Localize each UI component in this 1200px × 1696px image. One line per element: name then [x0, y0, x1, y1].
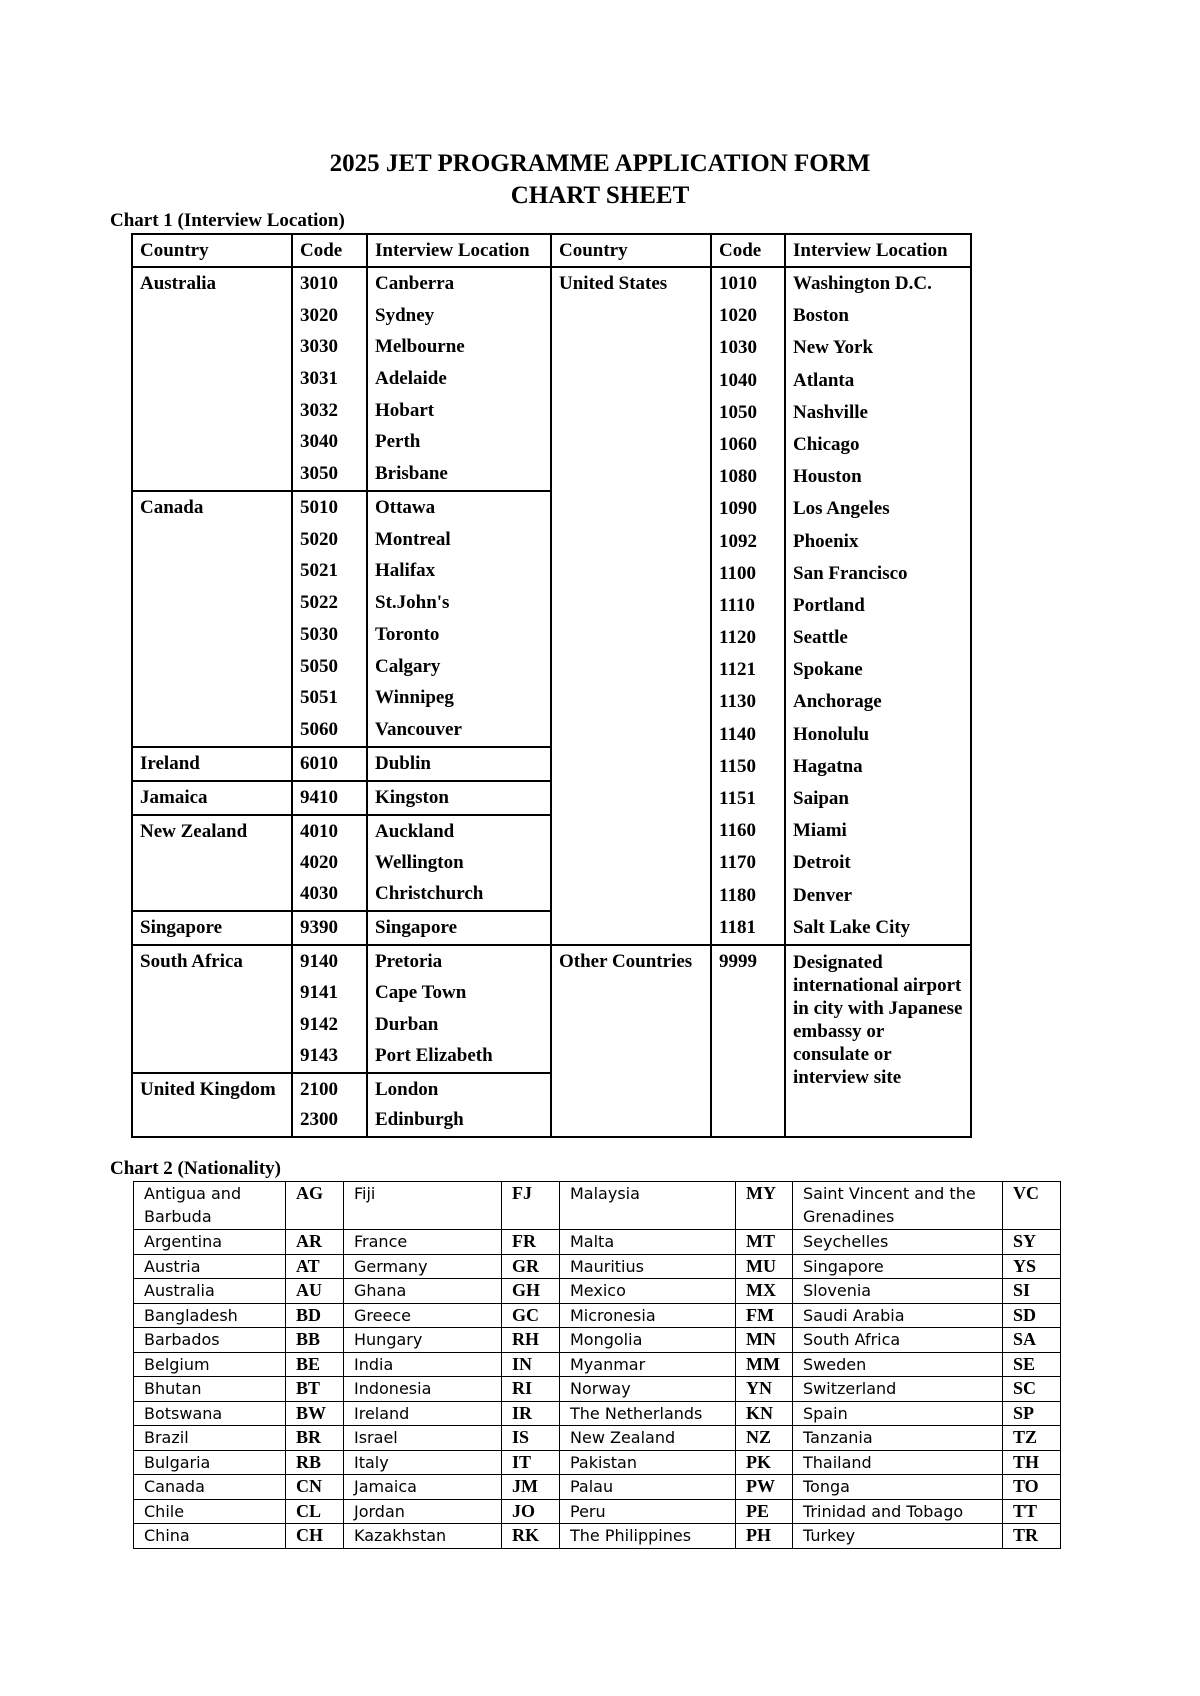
header-cell: Country — [551, 234, 711, 267]
nationality-code: RH — [502, 1328, 560, 1353]
nationality-name: Italy — [344, 1450, 502, 1475]
us-location-cell-value: Boston — [793, 305, 849, 327]
nationality-code: CL — [286, 1499, 344, 1524]
nationality-code: GC — [502, 1303, 560, 1328]
nationality-name: Palau — [560, 1475, 736, 1500]
nationality-code: MN — [736, 1328, 793, 1353]
us-code-cell-value: 1010 — [719, 273, 757, 294]
code-cell-value: 5030 — [300, 623, 338, 645]
nationality-code: SY — [1003, 1230, 1061, 1255]
location-cell-value: Durban — [375, 1013, 439, 1035]
us-code-cell-value: 1040 — [719, 369, 757, 391]
nationality-code: MY — [736, 1182, 793, 1230]
table-row — [134, 1328, 1061, 1353]
nationality-code: SC — [1003, 1377, 1061, 1402]
nationality-code: CH — [286, 1524, 344, 1549]
nationality-code: MX — [736, 1279, 793, 1304]
nationality-code: SA — [1003, 1328, 1061, 1353]
nationality-name: Malta — [560, 1230, 736, 1255]
nationality-code: SD — [1003, 1303, 1061, 1328]
code-cell-value: 9140 — [300, 951, 338, 972]
table-row — [134, 1450, 1061, 1475]
nationality-name: Mongolia — [560, 1328, 736, 1353]
us-code-cell-value: 1060 — [719, 433, 757, 455]
nationality-code: MU — [736, 1254, 793, 1279]
location-cell-value: Brisbane — [375, 462, 448, 484]
code-cell-value: 4030 — [300, 883, 338, 904]
nationality-code: FM — [736, 1303, 793, 1328]
table-row — [134, 1401, 1061, 1426]
nationality-code: AU — [286, 1279, 344, 1304]
us-location-cell-value: Washington D.C. — [793, 273, 932, 294]
location-cell — [367, 945, 551, 1073]
chart1-label: Chart 1 (Interview Location) — [110, 210, 345, 231]
location-cell — [367, 781, 551, 815]
nationality-code: BB — [286, 1328, 344, 1353]
code-cell-value: 9390 — [300, 917, 338, 938]
table-row — [134, 1182, 1061, 1230]
nationality-name: Switzerland — [793, 1377, 1003, 1402]
chart1-row — [132, 267, 971, 491]
us-location-cell-value: Atlanta — [793, 369, 855, 391]
code-cell — [292, 911, 367, 945]
nationality-name: Turkey — [793, 1524, 1003, 1549]
nationality-name: Kazakhstan — [344, 1524, 502, 1549]
us-location-cell-value: Detroit — [793, 852, 851, 874]
nationality-name: The Philippines — [560, 1524, 736, 1549]
location-cell — [367, 911, 551, 945]
location-cell-value: Sydney — [375, 304, 435, 326]
chart2-label: Chart 2 (Nationality) — [110, 1158, 281, 1179]
nationality-name: Mexico — [560, 1279, 736, 1304]
code-cell-value: 5050 — [300, 655, 338, 677]
nationality-code: GR — [502, 1254, 560, 1279]
table-row — [134, 1426, 1061, 1451]
us-code-cell-value: 1092 — [719, 530, 757, 552]
nationality-name: Botswana — [134, 1401, 286, 1426]
nationality-code: JO — [502, 1499, 560, 1524]
nationality-code: TZ — [1003, 1426, 1061, 1451]
nationality-name: Norway — [560, 1377, 736, 1402]
nationality-code: RI — [502, 1377, 560, 1402]
code-cell-value: 9410 — [300, 787, 338, 808]
nationality-code: VC — [1003, 1182, 1061, 1230]
nationality-code: AT — [286, 1254, 344, 1279]
code-cell-value: 9141 — [300, 982, 338, 1004]
country-cell: Singapore — [132, 911, 292, 945]
us-code-cell-value: 1150 — [719, 755, 756, 777]
location-cell-value: St.John's — [375, 592, 450, 614]
location-cell-value: Montreal — [375, 528, 451, 550]
us-code-cell-value: 1121 — [719, 659, 756, 681]
code-cell-value: 4020 — [300, 852, 338, 873]
nationality-code: BW — [286, 1401, 344, 1426]
location-cell-value: London — [375, 1079, 439, 1100]
table-row — [134, 1377, 1061, 1402]
country-cell: Ireland — [132, 747, 292, 781]
us-code-cell-value: 1110 — [719, 594, 755, 616]
us-code-cell-value: 1180 — [719, 884, 756, 906]
nationality-name: Ghana — [344, 1279, 502, 1304]
location-cell-value: Winnipeg — [375, 687, 454, 709]
table-row — [134, 1303, 1061, 1328]
location-cell — [367, 747, 551, 781]
location-cell — [367, 815, 551, 911]
location-cell-value: Calgary — [375, 655, 441, 677]
nationality-name: Jordan — [344, 1499, 502, 1524]
us-location-cell-value: Hagatna — [793, 755, 863, 777]
code-cell-value: 5021 — [300, 560, 338, 582]
header-row — [132, 234, 971, 267]
nationality-name: Tonga — [793, 1475, 1003, 1500]
code-cell-value: 3050 — [300, 462, 338, 484]
page-title: 2025 JET PROGRAMME APPLICATION FORM — [329, 150, 871, 177]
location-cell-value: Melbourne — [375, 336, 465, 358]
nationality-name: The Netherlands — [560, 1401, 736, 1426]
header-cell: Country — [132, 234, 292, 267]
code-cell-value: 3031 — [300, 367, 338, 389]
nationality-code: TR — [1003, 1524, 1061, 1549]
header-cell: Code — [711, 234, 785, 267]
location-cell-value: Cape Town — [375, 982, 467, 1004]
nationality-name: Canada — [134, 1475, 286, 1500]
nationality-name: Greece — [344, 1303, 502, 1328]
us-code-cell-value: 1030 — [719, 337, 757, 359]
nationality-name: Sweden — [793, 1352, 1003, 1377]
nationality-code: PE — [736, 1499, 793, 1524]
country-cell: Canada — [132, 491, 292, 747]
nationality-name: Australia — [134, 1279, 286, 1304]
code-cell-value: 6010 — [300, 753, 338, 774]
nationality-code: BT — [286, 1377, 344, 1402]
table-row — [134, 1279, 1061, 1304]
nationality-name: Tanzania — [793, 1426, 1003, 1451]
location-cell-value: Dublin — [375, 753, 431, 774]
nationality-code: IS — [502, 1426, 560, 1451]
nationality-code: TT — [1003, 1499, 1061, 1524]
location-cell-value: Adelaide — [375, 367, 447, 389]
nationality-name: Bangladesh — [134, 1303, 286, 1328]
nationality-name: Jamaica — [344, 1475, 502, 1500]
nationality-name: Indonesia — [344, 1377, 502, 1402]
nationality-code: CN — [286, 1475, 344, 1500]
nationality-name: Malaysia — [560, 1182, 736, 1230]
code-cell — [292, 781, 367, 815]
location-cell-value: Kingston — [375, 787, 449, 808]
location-cell-value: Vancouver — [375, 718, 462, 740]
code-cell-value: 3030 — [300, 336, 338, 358]
code-cell-value: 3020 — [300, 304, 338, 326]
nationality-code: KN — [736, 1401, 793, 1426]
nationality-name: India — [344, 1352, 502, 1377]
location-cell-value: Pretoria — [375, 951, 443, 972]
nationality-code: RB — [286, 1450, 344, 1475]
nationality-code: BD — [286, 1303, 344, 1328]
nationality-code: BE — [286, 1352, 344, 1377]
us-code-cell-value: 1050 — [719, 401, 757, 423]
nationality-name: South Africa — [793, 1328, 1003, 1353]
location-cell-value: Singapore — [375, 917, 458, 938]
nationality-code: SE — [1003, 1352, 1061, 1377]
nationality-name: Trinidad and Tobago — [793, 1499, 1003, 1524]
us-location-cell — [785, 267, 971, 945]
nationality-code: TH — [1003, 1450, 1061, 1475]
location-cell-value: Auckland — [375, 821, 455, 842]
nationality-name: Israel — [344, 1426, 502, 1451]
nationality-code: PK — [736, 1450, 793, 1475]
country-cell-us: United States — [551, 267, 711, 945]
nationality-code: SI — [1003, 1279, 1061, 1304]
us-code-cell-value: 1100 — [719, 562, 756, 584]
other-code-cell: 9999 — [711, 945, 785, 1137]
nationality-name: Germany — [344, 1254, 502, 1279]
us-code-cell-value: 1140 — [719, 723, 756, 745]
location-cell-value: Perth — [375, 431, 421, 453]
location-cell-value: Christchurch — [375, 883, 484, 904]
nationality-name: Ireland — [344, 1401, 502, 1426]
us-code-cell-value: 1181 — [719, 916, 756, 938]
nationality-name: Myanmar — [560, 1352, 736, 1377]
nationality-code: JM — [502, 1475, 560, 1500]
country-cell: South Africa — [132, 945, 292, 1073]
nationality-code: MM — [736, 1352, 793, 1377]
nationality-code: AR — [286, 1230, 344, 1255]
nationality-name: Antigua and Barbuda — [134, 1182, 286, 1230]
us-location-cell-value: Salt Lake City — [793, 916, 911, 938]
table-row — [134, 1524, 1061, 1549]
nationality-name: Chile — [134, 1499, 286, 1524]
country-cell-other: Other Countries — [551, 945, 711, 1137]
code-cell — [292, 945, 367, 1073]
location-cell — [367, 267, 551, 491]
code-cell-value: 5010 — [300, 497, 338, 518]
nationality-name: China — [134, 1524, 286, 1549]
nationality-code: YN — [736, 1377, 793, 1402]
nationality-code: IN — [502, 1352, 560, 1377]
us-location-cell-value: Spokane — [793, 659, 863, 681]
table-row — [134, 1475, 1061, 1500]
nationality-name: Fiji — [344, 1182, 502, 1230]
nationality-name: Argentina — [134, 1230, 286, 1255]
code-cell-value: 4010 — [300, 821, 338, 842]
country-cell: United Kingdom — [132, 1073, 292, 1137]
us-location-cell-value: Phoenix — [793, 530, 859, 552]
us-location-cell-value: Portland — [793, 594, 865, 616]
header-cell: Code — [292, 234, 367, 267]
nationality-code: GH — [502, 1279, 560, 1304]
us-code-cell-value: 1160 — [719, 820, 756, 842]
page-subtitle: CHART SHEET — [510, 182, 690, 209]
nationality-code: TO — [1003, 1475, 1061, 1500]
us-code-cell-value: 1080 — [719, 466, 757, 488]
us-location-cell-value: Seattle — [793, 627, 848, 649]
nationality-name: Bulgaria — [134, 1450, 286, 1475]
nationality-table — [133, 1181, 1061, 1549]
nationality-name: Seychelles — [793, 1230, 1003, 1255]
nationality-name: Saudi Arabia — [793, 1303, 1003, 1328]
us-location-cell-value: Saipan — [793, 788, 849, 809]
us-code-cell — [711, 267, 785, 945]
us-location-cell-value: Los Angeles — [793, 498, 890, 520]
table-row — [134, 1499, 1061, 1524]
nationality-code: PH — [736, 1524, 793, 1549]
nationality-name: France — [344, 1230, 502, 1255]
us-code-cell-value: 1020 — [719, 305, 757, 327]
nationality-name: Mauritius — [560, 1254, 736, 1279]
us-location-cell-value: Houston — [793, 466, 862, 488]
nationality-name: Bhutan — [134, 1377, 286, 1402]
nationality-name: Hungary — [344, 1328, 502, 1353]
code-cell-value: 5060 — [300, 718, 338, 740]
nationality-name: Spain — [793, 1401, 1003, 1426]
code-cell-value: 5022 — [300, 592, 338, 614]
nationality-name: Brazil — [134, 1426, 286, 1451]
us-code-cell-value: 1120 — [719, 627, 756, 649]
us-code-cell-value: 1130 — [719, 691, 756, 713]
location-cell-value: Canberra — [375, 273, 455, 294]
us-location-cell-value: Chicago — [793, 433, 860, 455]
code-cell-value: 3032 — [300, 399, 338, 421]
nationality-code: YS — [1003, 1254, 1061, 1279]
code-cell — [292, 267, 367, 491]
header-cell: Interview Location — [785, 234, 971, 267]
code-cell-value: 3010 — [300, 273, 338, 294]
code-cell — [292, 491, 367, 747]
table-row — [134, 1230, 1061, 1255]
code-cell-value: 5020 — [300, 528, 338, 550]
nationality-code: IR — [502, 1401, 560, 1426]
location-cell — [367, 491, 551, 747]
interview-location-table — [131, 233, 972, 1138]
country-cell: Jamaica — [132, 781, 292, 815]
us-location-cell-value: Anchorage — [793, 691, 882, 713]
us-code-cell-value: 1170 — [719, 852, 756, 874]
nationality-code: NZ — [736, 1426, 793, 1451]
nationality-code: FJ — [502, 1182, 560, 1230]
country-cell: Australia — [132, 267, 292, 491]
code-cell — [292, 815, 367, 911]
nationality-code: BR — [286, 1426, 344, 1451]
code-cell — [292, 747, 367, 781]
nationality-code: PW — [736, 1475, 793, 1500]
code-cell-value: 9142 — [300, 1013, 338, 1035]
nationality-name: Saint Vincent and the Grenadines — [793, 1182, 1003, 1230]
us-location-cell-value: Nashville — [793, 401, 868, 423]
nationality-name: Slovenia — [793, 1279, 1003, 1304]
nationality-name: Austria — [134, 1254, 286, 1279]
code-cell-value: 2300 — [300, 1109, 338, 1130]
location-cell-value: Ottawa — [375, 497, 436, 518]
location-cell — [367, 1073, 551, 1137]
nationality-code: MT — [736, 1230, 793, 1255]
nationality-name: Barbados — [134, 1328, 286, 1353]
nationality-name: Singapore — [793, 1254, 1003, 1279]
code-cell-value: 9143 — [300, 1044, 338, 1066]
location-cell-value: Hobart — [375, 399, 435, 421]
nationality-code: SP — [1003, 1401, 1061, 1426]
code-cell-value: 3040 — [300, 431, 338, 453]
table-row — [134, 1352, 1061, 1377]
code-cell-value: 5051 — [300, 687, 338, 709]
nationality-name: Belgium — [134, 1352, 286, 1377]
nationality-name: Peru — [560, 1499, 736, 1524]
us-location-cell-value: New York — [793, 337, 874, 359]
location-cell-value: Toronto — [375, 623, 440, 645]
nationality-name: Micronesia — [560, 1303, 736, 1328]
code-cell-value: 2100 — [300, 1079, 338, 1100]
nationality-code: RK — [502, 1524, 560, 1549]
us-code-cell-value: 1151 — [719, 788, 756, 809]
location-cell-value: Edinburgh — [375, 1109, 464, 1130]
location-cell-value: Port Elizabeth — [375, 1044, 493, 1066]
us-location-cell-value: Denver — [793, 884, 853, 906]
header-cell: Interview Location — [367, 234, 551, 267]
chart1-row — [132, 945, 971, 1073]
us-location-cell-value: San Francisco — [793, 562, 908, 584]
other-location-cell: Designated international airport in city with Japanese embassy or consulate or interview site — [785, 945, 971, 1137]
nationality-code: IT — [502, 1450, 560, 1475]
us-location-cell-value: Honolulu — [793, 723, 870, 745]
country-cell: New Zealand — [132, 815, 292, 911]
location-cell-value: Wellington — [375, 852, 464, 873]
nationality-code: AG — [286, 1182, 344, 1230]
nationality-name: Pakistan — [560, 1450, 736, 1475]
table-row — [134, 1254, 1061, 1279]
us-location-cell-value: Miami — [793, 820, 847, 842]
location-cell-value: Halifax — [375, 560, 436, 582]
nationality-name: New Zealand — [560, 1426, 736, 1451]
nationality-code: FR — [502, 1230, 560, 1255]
code-cell — [292, 1073, 367, 1137]
nationality-name: Thailand — [793, 1450, 1003, 1475]
us-code-cell-value: 1090 — [719, 498, 757, 520]
